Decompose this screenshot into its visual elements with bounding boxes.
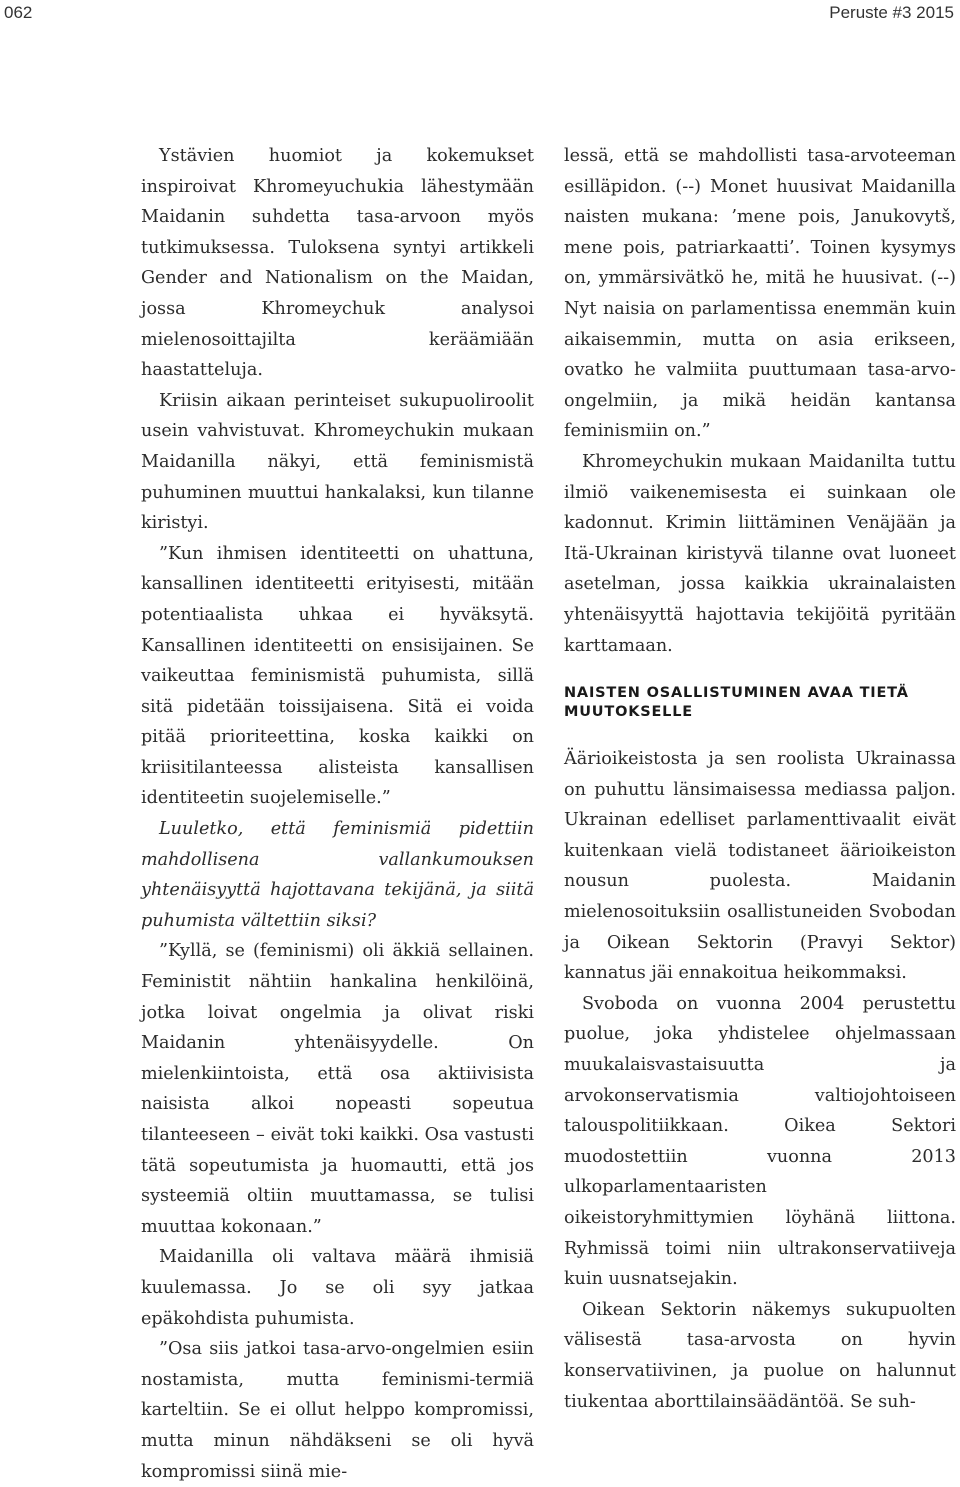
section-heading: NAISTEN OSALLISTUMINEN AVAA TIETÄ MUUTOKSELLE	[564, 685, 909, 721]
body-paragraph: Khromeychukin mukaan Maidanilta tuttu ilmiö vaikenemisesta ei suinkaan ole kadonnut. Krimin liittäminen Venäjään ja Itä-Ukrainan kiristyvä tilanne ovat luoneet asetelman, jossa kaikkia ukrainalaisten yhtenäisyyttä hajottavia tekijöitä pyritään karttamaan.	[564, 451, 956, 656]
quote-paragraph: ”Kyllä, se (feminismi) oli äkkiä sellainen. Feministit nähtiin hankalina henkilöinä, jotka loivat ongelmia ja olivat riski Maidanin yhtenäisyydelle. On mielenkiintoista, että osa aktiivisista naisista alkoi nopeasti sopeutua tilanteeseen – eivät toki kaikki. Osa vastusti tätä sopeutumista ja huomautti, että jos systeemiä oltiin muuttamassa, se tulisi muuttaa kokonaan.”	[141, 941, 534, 1237]
body-paragraph: Svoboda on vuonna 2004 perustettu puolue, joka yhdistelee ohjelmassaan muukalaisvastaisuutta ja arvokonservatismia valtiojohtoiseen talouspolitiikkaan. Oikea Sektori muodostettiin vuonna 2013 ulkoparlamentaaristen oikeistoryhmittymien löyhänä liittona. Ryhmissä toimi niin ultrakonservatiiveja kuin uusnatsejakin.	[564, 993, 956, 1290]
body-paragraph: Äärioikeistosta ja sen roolista Ukrainassa on puhuttu länsimaisessa mediassa paljon. Ukrainan edelliset parlamenttivaalit eivät kuitenkaan vielä todistaneet äärioikeiston nousun puolesta. Maidanin mielenosoituksiin osallistuneiden Svobodan ja Oikean Sektorin (Pravyi Sektor) kannatus jäi ennakoitua heikommaksi.	[564, 749, 956, 984]
body-paragraph: Maidanilla oli valtava määrä ihmisiä kuulemassa. Jo se oli syy jatkaa epäkohdista puhumista.	[141, 1247, 534, 1329]
quote-paragraph: ”Osa siis jatkoi tasa-arvo-ongelmien esiin nostamista, mutta feminismi-termiä karteltiin. Se ei ollut helppo kompromissi, mutta minun nähdäkseni se oli hyvä kompromissi siinä mie-	[141, 1339, 534, 1482]
body-paragraph: lessä, että se mahdollisti tasa-arvoteeman esilläpidon. (--) Monet huusivat Maidanilla naisten mukana: ’mene pois, Janukovytš, mene pois, patriarkaatti’. Toinen kysymys on, ymmärsivätkö he, mitä he huusivat. (--) Nyt naisia on parlamentissa enemmän kuin aikaisemmin, mutta on asia erikseen, ovatko he valmiita puuttumaan tasa-arvo-ongelmiin, ja mikä heidän kantansa feminismiin on.”	[564, 146, 956, 442]
page-number: 062	[4, 3, 33, 22]
body-paragraph: Oikean Sektorin näkemys sukupuolten välisestä tasa-arvosta on hyvin konservatiivinen, ja puolue on halunnut tiukentaa aborttilainsäädäntöä. Se suh-	[564, 1299, 956, 1412]
quote-paragraph: ”Kun ihmisen identiteetti on uhattuna, kansallinen identiteetti erityisesti, mitään potentiaalista uhkaa ei hyväksytä. Kansallinen identiteetti on ensisijainen. Se vaikeuttaa feminismistä puhumista, sillä sitä pidetään toissijaisena. Sitä ei voida pitää prioriteettina, koska kaikki on kriisitilanteessa alisteista kansallisen identiteetin suojelemiselle.”	[141, 543, 534, 809]
body-paragraph: Kriisin aikaan perinteiset sukupuoliroolit usein vahvistuvat. Khromeychukin mukaan Maidanilla näkyi, että feminismistä puhuminen muuttui hankalaksi, kun tilanne kiristyi.	[141, 390, 534, 534]
right-column	[564, 141, 956, 1417]
journal-title: Peruste #3 2015	[829, 3, 954, 22]
left-column	[141, 141, 534, 1487]
page-header	[0, 0, 960, 30]
body-paragraph: Ystävien huomiot ja kokemukset inspiroivat Khromeyuchukia lähestymään Maidanin suhdetta tasa-arvoon myös tutkimuksessa. Tuloksena syntyi artikkeli Gender and Nationalism on the Maidan, jossa Khromeychuk analysoi mielenosoittajilta keräämiään haastatteluja.	[141, 146, 534, 381]
interview-question: Luuletko, että feminismiä pidettiin mahdollisena vallankumouksen yhtenäisyyttä hajottavana tekijänä, ja siitä puhumista vältettiin siksi?	[141, 819, 534, 931]
